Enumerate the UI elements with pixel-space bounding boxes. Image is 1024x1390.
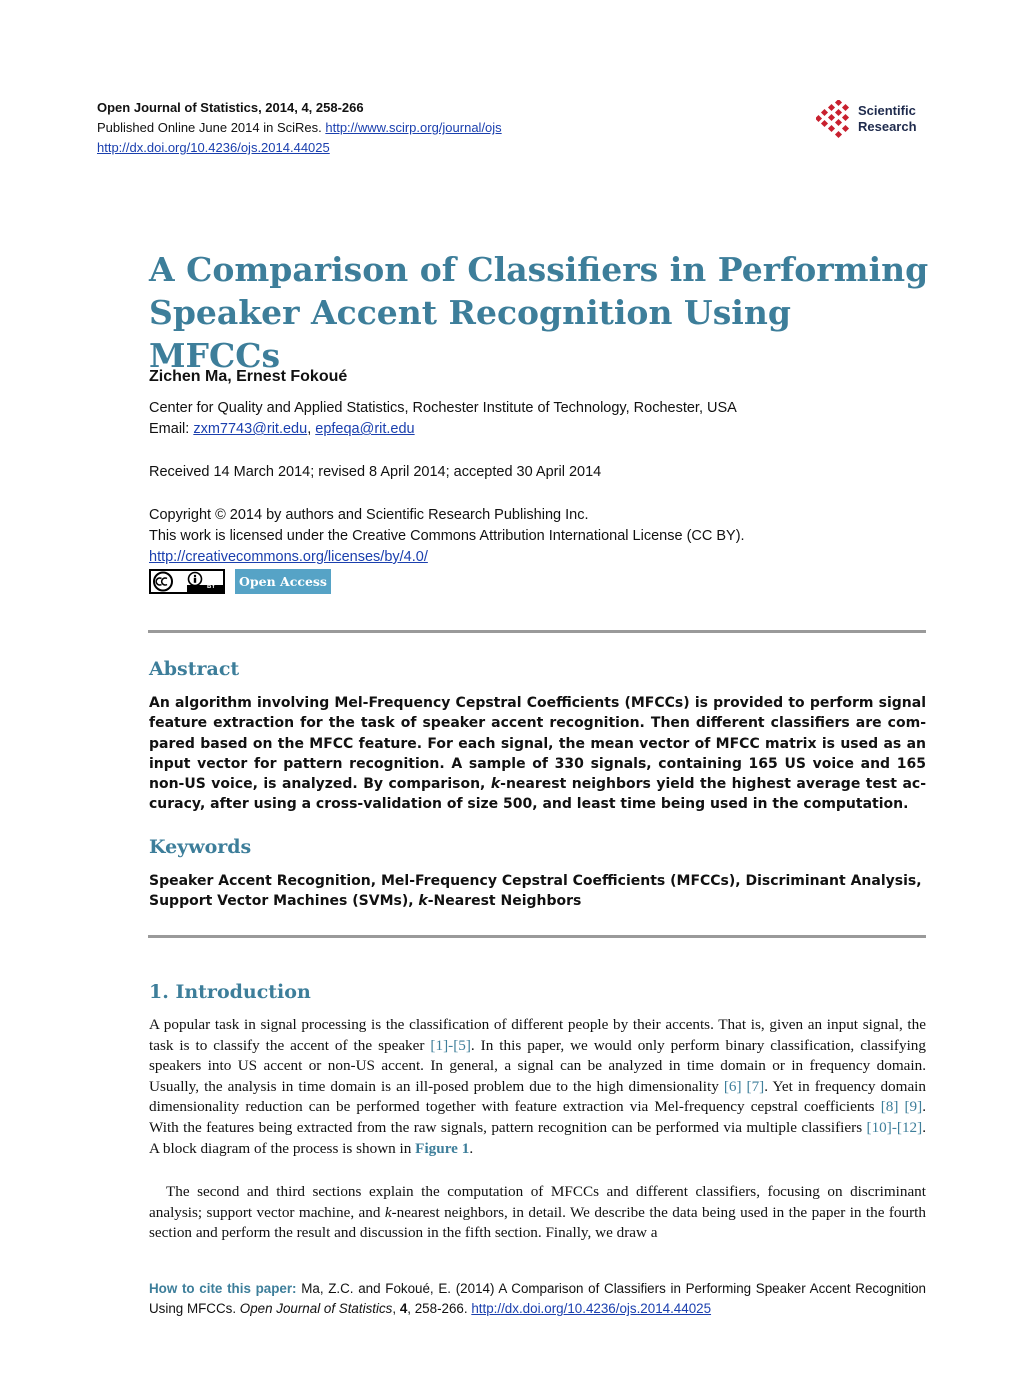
- intro-p2-k: k: [384, 1203, 392, 1221]
- logo-text-line1: Scientific: [858, 103, 916, 118]
- title-line-2: Speaker Accent Recognition Using MFCCs: [149, 293, 791, 375]
- intro-p1-text-f: .: [469, 1139, 474, 1157]
- open-access-badge[interactable]: Open Access: [235, 569, 331, 594]
- how-to-cite-label: How to cite this paper:: [149, 1281, 297, 1296]
- citation-doi-link[interactable]: http://dx.doi.org/10.4236/ojs.2014.44025: [471, 1301, 712, 1316]
- email-separator: ,: [307, 421, 316, 437]
- bottom-divider: [148, 935, 926, 938]
- title-line-1: A Comparison of Classifiers in Performing: [149, 250, 929, 289]
- citation-pages: , 258-266.: [407, 1301, 472, 1316]
- logo-text: [858, 103, 917, 135]
- cc-by-badge[interactable]: [149, 569, 225, 594]
- top-divider: [148, 630, 926, 633]
- copyright-line: Copyright © 2014 by authors and Scientific Research Publishing Inc.: [149, 507, 589, 523]
- intro-p2-text-b: -nearest neighbors, in detail. We describe the data being used in the paper in the fourth section and perform the result and discussion in the fifth section. Finally, we draw a: [149, 1203, 926, 1242]
- published-line: [97, 118, 502, 138]
- affiliation: Center for Quality and Applied Statistics, Rochester Institute of Technology, Rochester, USA: [149, 400, 737, 416]
- citation-link-1-5[interactable]: [1]-[5]: [430, 1036, 471, 1054]
- email-link-1[interactable]: zxm7743@rit.edu: [193, 421, 308, 437]
- keywords-heading: Keywords: [149, 836, 252, 858]
- received-dates: Received 14 March 2014; revised 8 April 2014; accepted 30 April 2014: [149, 464, 602, 480]
- keywords-part-1: Speaker Accent Recognition, Mel-Frequency Cepstral Coefficients (MFCCs), Discriminant Analysis, Support Vector Machines (SVMs),: [149, 873, 922, 910]
- intro-p1-text-a: A popular task in signal processing is the classification of different people by their accents. That is, given an input signal, the task is to classify the accent of the speaker: [149, 1016, 926, 1054]
- citation-volume: 4: [399, 1301, 408, 1316]
- doi-link[interactable]: http://dx.doi.org/10.4236/ojs.2014.44025: [97, 140, 330, 155]
- paper-title: [149, 248, 929, 377]
- introduction-heading: 1. Introduction: [149, 981, 311, 1003]
- intro-p1-text-e: . A block diagram of the process is shown in: [149, 1118, 926, 1157]
- how-to-cite: [149, 1279, 926, 1319]
- intro-p1-text-c: . Yet in frequency domain dimensionality reduction can be performed together with feature extraction via Mel-frequency cepstral coefficients: [149, 1077, 926, 1116]
- email-link-2[interactable]: epfeqa@rit.edu: [315, 421, 415, 437]
- abstract-heading: Abstract: [149, 658, 240, 680]
- intro-p1-text-b: . In this paper, we would only perform binary classification, classifying speakers into US accent or non-US accent. In general, a signal can be analyzed in time domain or in frequency domain. Usually, the analysis in time domain is an ill-posed problem due to the high dimensionality: [149, 1036, 926, 1095]
- citation-link-8-9[interactable]: [8] [9]: [880, 1098, 923, 1116]
- intro-paragraph-2: [149, 1182, 926, 1244]
- citation-comma: ,: [392, 1301, 400, 1316]
- keywords-text: [149, 871, 926, 912]
- abstract-text: [149, 693, 926, 815]
- abstract-part-1: An algorithm involving Mel-Frequency Cepstral Coefficients (MFCCs) is provided to perform signal feature extraction for the task of speaker accent recognition. Then different classifiers are compared based on the MFCC feature. For each signal, the mean vector of MFCC matrix is used as an input vector for pattern recognition. A sample of 330 signals, containing 165 US voice and 165 non-US voice, is analyzed. By comparison,: [149, 695, 926, 793]
- logo-text-line2: Research: [858, 119, 917, 134]
- abstract-part-2: -nearest neighbors yield the highest average test accuracy, after using a cross-validation of size 500, and least time being used in the computation.: [149, 776, 927, 813]
- citation-link-6-7[interactable]: [6] [7]: [723, 1077, 765, 1095]
- keywords-part-2: -Nearest Neighbors: [427, 893, 582, 910]
- journal-url-link[interactable]: http://www.scirp.org/journal/ojs: [325, 120, 502, 135]
- citation-text-1: Ma, Z.C. and Fokoué, E. (2014) A Comparison of Classifiers in Performing Speaker Accent Recognition Using MFCCs.: [149, 1281, 926, 1316]
- cc-by-label: BY: [207, 584, 216, 590]
- license-url-line: [149, 547, 428, 568]
- figure-1-link[interactable]: Figure 1: [415, 1139, 470, 1157]
- citation-link-10-12[interactable]: [10]-[12]: [866, 1118, 923, 1136]
- intro-paragraph-1: [149, 1015, 926, 1159]
- logo-diamonds-icon: [816, 100, 858, 140]
- publisher-logo: [816, 100, 926, 140]
- intro-p1-text-d: . With the features being extracted from the raw signals, pattern recognition can be performed via multiple classifiers: [149, 1098, 926, 1136]
- citation-journal: Open Journal of Statistics: [239, 1301, 393, 1316]
- abstract-k: k: [490, 776, 501, 793]
- intro-p2-text-a: The second and third sections explain the computation of MFCCs and different classifiers, focusing on discriminant analysis; support vector machine, and: [149, 1183, 926, 1221]
- doi-line: [97, 138, 330, 158]
- logo-diamond-group: [816, 100, 849, 138]
- published-text: Published Online June 2014 in SciRes.: [97, 120, 326, 135]
- journal-reference: Open Journal of Statistics, 2014, 4, 258-266: [97, 100, 364, 115]
- email-line: [149, 419, 415, 440]
- license-line: This work is licensed under the Creative Commons Attribution International License (CC BY).: [149, 528, 745, 544]
- email-label: Email:: [149, 421, 194, 437]
- authors: Zichen Ma, Ernest Fokoué: [149, 368, 348, 385]
- keywords-k: k: [418, 893, 428, 910]
- license-link[interactable]: http://creativecommons.org/licenses/by/4.0/: [149, 549, 428, 565]
